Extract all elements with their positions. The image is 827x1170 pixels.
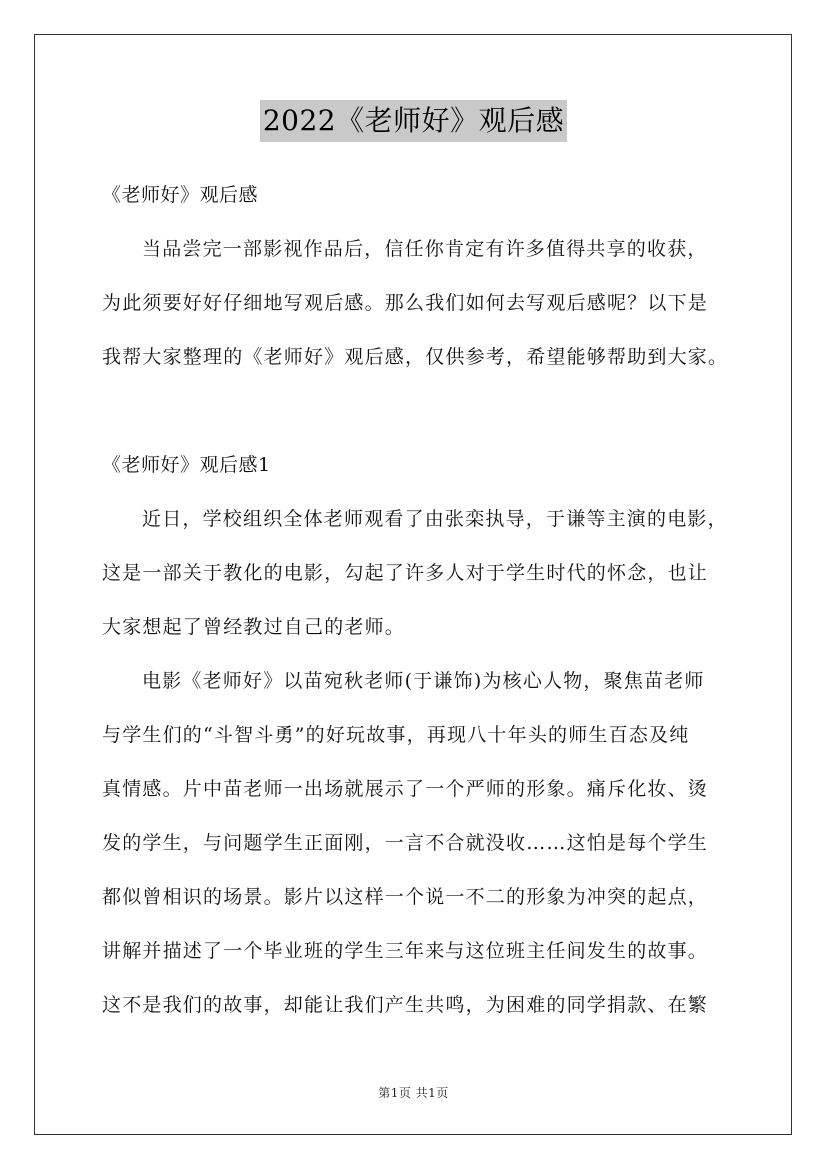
paragraph-gap [102,384,742,438]
paragraph-line: 讲解并描述了一个毕业班的学生三年来与这位班主任间发生的故事。 [102,940,709,962]
title-container [0,100,827,142]
paragraph-line: 为此须要好好仔细地写观后感。那么我们如何去写观后感呢？以下是 [102,292,709,314]
paragraph-line: 这是一部关于教化的电影，勾起了许多人对于学生时代的怀念，也让 [102,562,709,584]
page-number: 第1页 共1页 [378,1086,449,1100]
paragraph-line: 大家想起了曾经教过自己的老师。 [102,616,406,638]
paragraph-line: 这不是我们的故事，却能让我们产生共鸣，为困难的同学捐款、在繁 [102,994,709,1016]
paragraph-line: 我帮大家整理的《老师好》观后感，仅供参考，希望能够帮助到大家。 [102,346,729,368]
section-heading: 《老师好》观后感1 [102,454,271,476]
document-body [102,168,742,1032]
page-footer [0,1084,827,1101]
paragraph-line: 当品尝完一部影视作品后，信任你肯定有许多值得共享的收获， [142,238,708,260]
paragraph-line: 真情感。片中苗老师一出场就展示了一个严师的形象。痛斥化妆、烫 [102,778,709,800]
paragraph-line: 都似曾相识的场景。影片以这样一个说一不二的形象为冲突的起点， [102,886,709,908]
paragraph-line: 近日，学校组织全体老师观看了由张栾执导，于谦等主演的电影， [142,508,728,530]
paragraph-line: 电影《老师好》以苗宛秋老师(于谦饰)为核心人物，聚焦苗老师 [142,670,705,692]
paragraph-line: 与学生们的“斗智斗勇”的好玩故事，再现八十年头的师生百态及纯 [102,724,690,746]
intro-heading: 《老师好》观后感 [102,184,259,206]
document-title: 2022《老师好》观后感 [260,100,567,142]
paragraph-line: 发的学生，与问题学生正面刚，一言不合就没收……这怕是每个学生 [102,832,709,854]
